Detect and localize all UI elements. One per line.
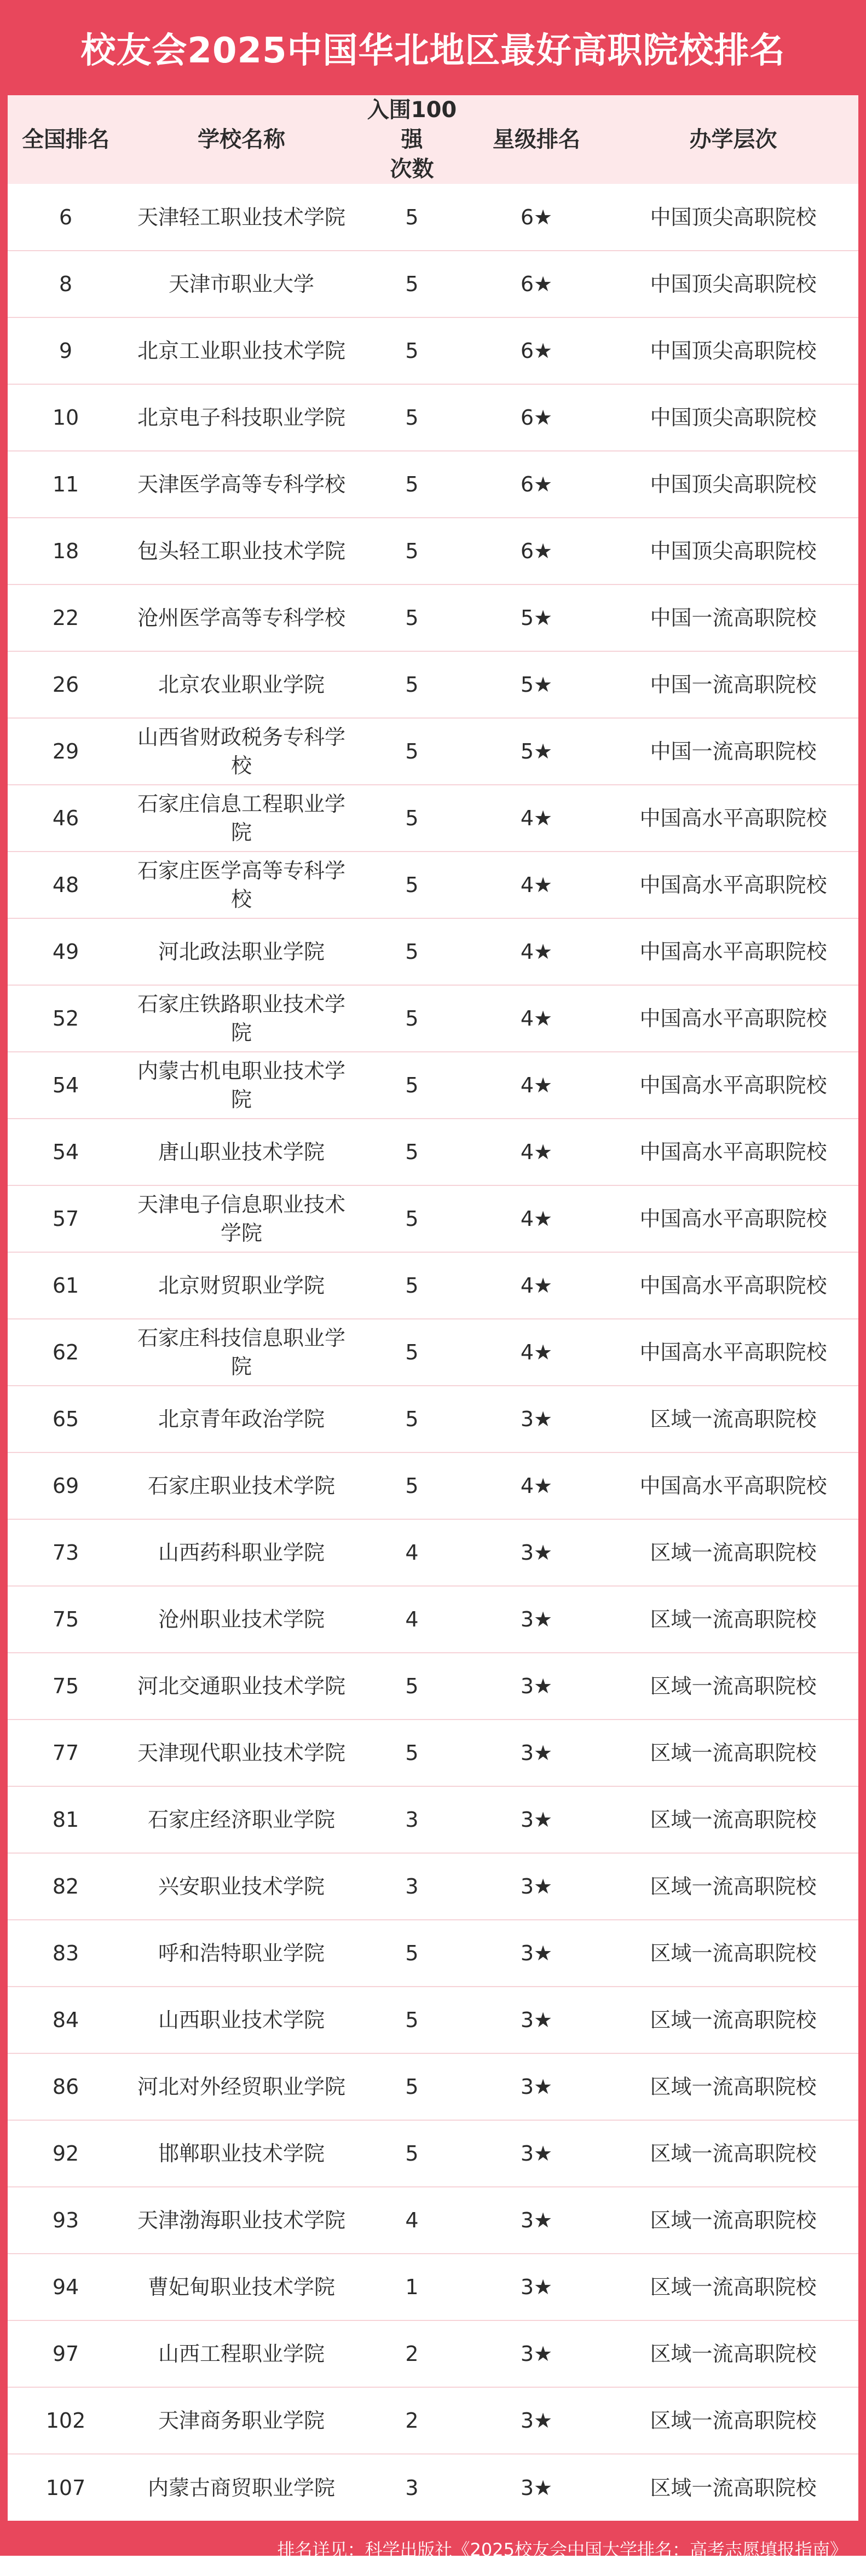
cell-school-name: 北京财贸职业学院 (124, 1252, 359, 1319)
cell-school-name: 内蒙古机电职业技术学院 (124, 1052, 359, 1119)
cell-star-rank: 4★ (465, 1452, 608, 1519)
cell-school-name: 北京农业职业学院 (124, 651, 359, 718)
cell-top100-count: 5 (359, 518, 465, 584)
cell-star-rank: 4★ (465, 1119, 608, 1185)
table-row (8, 918, 858, 985)
cell-star-rank: 6★ (520, 205, 553, 229)
cell-rank: 9 (8, 317, 124, 384)
table-row (8, 1786, 858, 1853)
header-row (8, 95, 858, 184)
cell-school-name: 山西省财政税务专科学校 (124, 718, 359, 785)
cell-level: 区域一流高职院校 (608, 1987, 858, 2053)
cell-rank: 26 (8, 651, 124, 718)
cell-star-rank: 3★ (465, 2120, 608, 2187)
cell-rank: 65 (8, 1386, 124, 1452)
cell-rank: 10 (8, 384, 124, 451)
cell-star-rank: 5★ (465, 718, 608, 785)
cell-level: 区域一流高职院校 (608, 2387, 858, 2454)
cell-school-name: 沧州医学高等专科学校 (124, 584, 359, 651)
cell-rank: 84 (8, 1987, 124, 2053)
cell-top100-count: 5 (359, 985, 465, 1052)
table-row (8, 1853, 858, 1920)
cell-level: 区域一流高职院校 (608, 1720, 858, 1786)
cell-top100-count: 4 (359, 1586, 465, 1653)
cell-top100-count: 2 (359, 2320, 465, 2387)
table-row (8, 1920, 858, 1987)
cell-level: 中国高水平高职院校 (608, 785, 858, 852)
cell-star-rank: 3★ (465, 2387, 608, 2454)
cell-star-rank: 6★ (465, 384, 608, 451)
cell-rank: 46 (8, 785, 124, 852)
cell-rank: 62 (8, 1319, 124, 1386)
cell-school-name: 包头轻工职业技术学院 (124, 518, 359, 584)
cell-level: 区域一流高职院校 (608, 1586, 858, 1653)
table-row (8, 1319, 858, 1386)
table-row (8, 2187, 858, 2254)
table-header (8, 95, 858, 184)
cell-top100-count: 5 (359, 651, 465, 718)
cell-school-name: 天津商务职业学院 (124, 2387, 359, 2454)
cell-top100-count: 5 (359, 1720, 465, 1786)
cell-level: 区域一流高职院校 (608, 1653, 858, 1720)
cell-star-rank: 3★ (465, 2187, 608, 2254)
cell-star-rank: 3★ (465, 2320, 608, 2387)
title-bar (8, 0, 858, 95)
table-row (8, 1653, 858, 1720)
cell-level: 中国高水平高职院校 (608, 1185, 858, 1252)
table-row (8, 985, 858, 1052)
table-row (8, 2320, 858, 2387)
cell-school-name: 天津渤海职业技术学院 (124, 2187, 359, 2254)
cell-school-name: 北京青年政治学院 (124, 1386, 359, 1452)
cell-top100-count: 5 (359, 918, 465, 985)
cell-rank: 75 (8, 1653, 124, 1720)
cell-star-rank: 3★ (465, 1786, 608, 1853)
cell-star-rank: 5★ (465, 651, 608, 718)
cell-rank: 54 (8, 1052, 124, 1119)
table-row (8, 1519, 858, 1586)
cell-rank: 97 (8, 2320, 124, 2387)
cell-rank: 73 (8, 1519, 124, 1586)
cell-star-rank: 6★ (465, 251, 608, 317)
cell-top100-count: 5 (359, 1653, 465, 1720)
cell-level: 区域一流高职院校 (608, 2120, 858, 2187)
cell-school-name: 唐山职业技术学院 (124, 1119, 359, 1185)
table-row (8, 2254, 858, 2320)
cell-level: 区域一流高职院校 (608, 2053, 858, 2120)
cell-school-name: 天津市职业大学 (124, 251, 359, 317)
cell-level: 区域一流高职院校 (608, 1853, 858, 1920)
table-row (8, 1586, 858, 1653)
cell-level: 中国高水平高职院校 (608, 1452, 858, 1519)
cell-star-rank: 3★ (465, 1653, 608, 1720)
cell-rank: 57 (8, 1185, 124, 1252)
cell-top100-count: 5 (359, 1386, 465, 1452)
table-row (8, 184, 858, 251)
cell-top100-count: 5 (359, 1319, 465, 1386)
cell-top100-count: 5 (359, 2053, 465, 2120)
table-row (8, 852, 858, 918)
cell-top100-count: 5 (359, 2120, 465, 2187)
table-row (8, 651, 858, 718)
cell-level: 中国高水平高职院校 (608, 1252, 858, 1319)
cell-star-rank: 3★ (465, 1853, 608, 1920)
cell-level: 中国高水平高职院校 (608, 1319, 858, 1386)
table-row (8, 451, 858, 518)
cell-school-name: 天津医学高等专科学校 (124, 451, 359, 518)
cell-level: 区域一流高职院校 (608, 2254, 858, 2320)
cell-rank: 77 (8, 1720, 124, 1786)
ranking-table-container (8, 95, 858, 2521)
cell-school-name: 北京电子科技职业学院 (124, 384, 359, 451)
footer-source-note: 排名详见：科学出版社《2025校友会中国大学排名：高考志愿填报指南》 (277, 2539, 847, 2560)
cell-school-name: 山西工程职业学院 (124, 2320, 359, 2387)
cell-rank: 92 (8, 2120, 124, 2187)
cell-rank: 18 (8, 518, 124, 584)
cell-top100-count: 5 (359, 1052, 465, 1119)
cell-school-name: 石家庄信息工程职业学院 (124, 785, 359, 852)
table-body (8, 184, 858, 2521)
cell-school-name: 邯郸职业技术学院 (124, 2120, 359, 2187)
cell-star-rank: 4★ (465, 785, 608, 852)
cell-top100-count: 5 (359, 1185, 465, 1252)
cell-school-name: 河北对外经贸职业学院 (124, 2053, 359, 2120)
cell-school-name: 北京工业职业技术学院 (124, 317, 359, 384)
cell-star-rank: 4★ (465, 918, 608, 985)
cell-school-name: 曹妃甸职业技术学院 (124, 2254, 359, 2320)
cell-rank: 29 (8, 718, 124, 785)
cell-rank: 11 (8, 451, 124, 518)
cell-star-rank: 3★ (465, 1720, 608, 1786)
table-row (8, 251, 858, 317)
cell-school-name: 石家庄职业技术学院 (124, 1452, 359, 1519)
cell-top100-count: 4 (359, 1519, 465, 1586)
cell-top100-count: 3 (359, 1786, 465, 1853)
cell-top100-count: 1 (359, 2254, 465, 2320)
cell-level: 区域一流高职院校 (608, 2320, 858, 2387)
cell-top100-count: 5 (359, 1119, 465, 1185)
table-row (8, 1052, 858, 1119)
cell-top100-count: 4 (359, 2187, 465, 2254)
page-title: 校友会2025中国华北地区最好高职院校排名 (80, 31, 786, 71)
cell-level: 中国高水平高职院校 (608, 918, 858, 985)
cell-rank: 82 (8, 1853, 124, 1920)
cell-rank: 86 (8, 2053, 124, 2120)
cell-school-name: 河北政法职业学院 (124, 918, 359, 985)
table-row (8, 2387, 858, 2454)
cell-star-rank: 3★ (465, 2454, 608, 2521)
cell-school-name: 内蒙古商贸职业学院 (124, 2454, 359, 2521)
cell-level: 区域一流高职院校 (608, 1519, 858, 1586)
cell-level: 中国高水平高职院校 (608, 852, 858, 918)
footer (8, 2521, 858, 2576)
cell-school-name: 山西职业技术学院 (124, 1987, 359, 2053)
cell-top100-count: 5 (359, 317, 465, 384)
header-top100-count (359, 95, 465, 184)
cell-star-rank: 4★ (465, 1185, 608, 1252)
table-row (8, 1185, 858, 1252)
cell-star-rank: 6★ (465, 317, 608, 384)
table-row (8, 1452, 858, 1519)
cell-top100-count: 3 (359, 1853, 465, 1920)
cell-level: 中国顶尖高职院校 (608, 317, 858, 384)
cell-school-name: 山西药科职业学院 (124, 1519, 359, 1586)
cell-rank: 94 (8, 2254, 124, 2320)
cell-star-rank: 3★ (465, 1920, 608, 1987)
header-top100-line2: 次数 (390, 157, 434, 182)
cell-star-rank: 6★ (465, 451, 608, 518)
cell-star-rank: 4★ (465, 985, 608, 1052)
cell-rank: 93 (8, 2187, 124, 2254)
cell-school-name: 河北交通职业技术学院 (124, 1653, 359, 1720)
table-row (8, 1987, 858, 2053)
cell-level: 中国顶尖高职院校 (608, 384, 858, 451)
cell-rank: 48 (8, 852, 124, 918)
ranking-table (8, 95, 858, 2521)
cell-level: 中国顶尖高职院校 (608, 518, 858, 584)
cell-level: 区域一流高职院校 (608, 1920, 858, 1987)
cell-level: 中国高水平高职院校 (608, 985, 858, 1052)
cell-school-name: 石家庄科技信息职业学院 (124, 1319, 359, 1386)
table-row (8, 518, 858, 584)
cell-rank: 54 (8, 1119, 124, 1185)
cell-school-name: 石家庄医学高等专科学校 (124, 852, 359, 918)
cell-top100-count: 5 (359, 785, 465, 852)
cell-top100-count: 5 (359, 1452, 465, 1519)
table-row (8, 785, 858, 852)
cell-level: 中国一流高职院校 (608, 651, 858, 718)
cell-level: 中国高水平高职院校 (608, 1119, 858, 1185)
cell-rank: 75 (8, 1586, 124, 1653)
cell-rank: 81 (8, 1786, 124, 1853)
cell-top100-count: 5 (359, 251, 465, 317)
cell-rank: 6 (59, 205, 73, 229)
cell-school-name: 沧州职业技术学院 (124, 1586, 359, 1653)
cell-school-name: 石家庄铁路职业技术学院 (124, 985, 359, 1052)
cell-star-rank: 3★ (465, 1987, 608, 2053)
cell-top100-count: 5 (405, 205, 419, 229)
cell-star-rank: 3★ (465, 1386, 608, 1452)
cell-top100-count: 5 (359, 1920, 465, 1987)
cell-level: 中国高水平高职院校 (608, 1052, 858, 1119)
cell-school-name: 呼和浩特职业学院 (124, 1920, 359, 1987)
header-star-rank: 星级排名 (493, 127, 580, 152)
cell-level: 中国顶尖高职院校 (650, 205, 817, 229)
cell-rank: 83 (8, 1920, 124, 1987)
cell-school-name: 天津现代职业技术学院 (124, 1720, 359, 1786)
header-rank: 全国排名 (22, 127, 109, 152)
cell-school-name: 兴安职业技术学院 (124, 1853, 359, 1920)
header-level: 办学层次 (689, 127, 777, 152)
table-row (8, 1720, 858, 1786)
cell-star-rank: 3★ (465, 1586, 608, 1653)
cell-level: 区域一流高职院校 (608, 2187, 858, 2254)
cell-star-rank: 4★ (465, 1052, 608, 1119)
cell-school-name: 天津电子信息职业技术学院 (124, 1185, 359, 1252)
cell-star-rank: 3★ (465, 2254, 608, 2320)
cell-level: 区域一流高职院校 (608, 1386, 858, 1452)
cell-level: 区域一流高职院校 (608, 2454, 858, 2521)
cell-star-rank: 4★ (465, 852, 608, 918)
table-row (8, 384, 858, 451)
table-row (8, 584, 858, 651)
cell-top100-count: 5 (359, 718, 465, 785)
table-row (8, 2454, 858, 2521)
cell-level: 区域一流高职院校 (608, 1786, 858, 1853)
cell-top100-count: 5 (359, 852, 465, 918)
cell-star-rank: 4★ (465, 1319, 608, 1386)
cell-top100-count: 5 (359, 384, 465, 451)
table-row (8, 317, 858, 384)
cell-level: 中国顶尖高职院校 (608, 251, 858, 317)
cell-level: 中国一流高职院校 (608, 584, 858, 651)
cell-rank: 102 (8, 2387, 124, 2454)
cell-top100-count: 5 (359, 1987, 465, 2053)
cell-star-rank: 3★ (465, 2053, 608, 2120)
table-row (8, 1252, 858, 1319)
cell-star-rank: 3★ (465, 1519, 608, 1586)
cell-school-name: 石家庄经济职业学院 (124, 1786, 359, 1853)
header-top100-line1: 入围100强 (367, 97, 457, 152)
table-row (8, 1386, 858, 1452)
table-row (8, 2053, 858, 2120)
header-school-name: 学校名称 (198, 127, 285, 152)
cell-top100-count: 5 (359, 1252, 465, 1319)
cell-rank: 8 (8, 251, 124, 317)
cell-school-name: 天津轻工职业技术学院 (137, 205, 345, 229)
cell-star-rank: 4★ (465, 1252, 608, 1319)
cell-level: 中国一流高职院校 (608, 718, 858, 785)
cell-star-rank: 5★ (465, 584, 608, 651)
cell-top100-count: 2 (359, 2387, 465, 2454)
cell-top100-count: 5 (359, 584, 465, 651)
cell-rank: 107 (8, 2454, 124, 2521)
cell-rank: 61 (8, 1252, 124, 1319)
cell-rank: 52 (8, 985, 124, 1052)
table-row (8, 718, 858, 785)
cell-star-rank: 6★ (465, 518, 608, 584)
cell-top100-count: 5 (359, 451, 465, 518)
cell-top100-count: 3 (359, 2454, 465, 2521)
cell-rank: 49 (8, 918, 124, 985)
table-row (8, 2120, 858, 2187)
cell-rank: 69 (8, 1452, 124, 1519)
cell-level: 中国顶尖高职院校 (608, 451, 858, 518)
cell-rank: 22 (8, 584, 124, 651)
table-row (8, 1119, 858, 1185)
